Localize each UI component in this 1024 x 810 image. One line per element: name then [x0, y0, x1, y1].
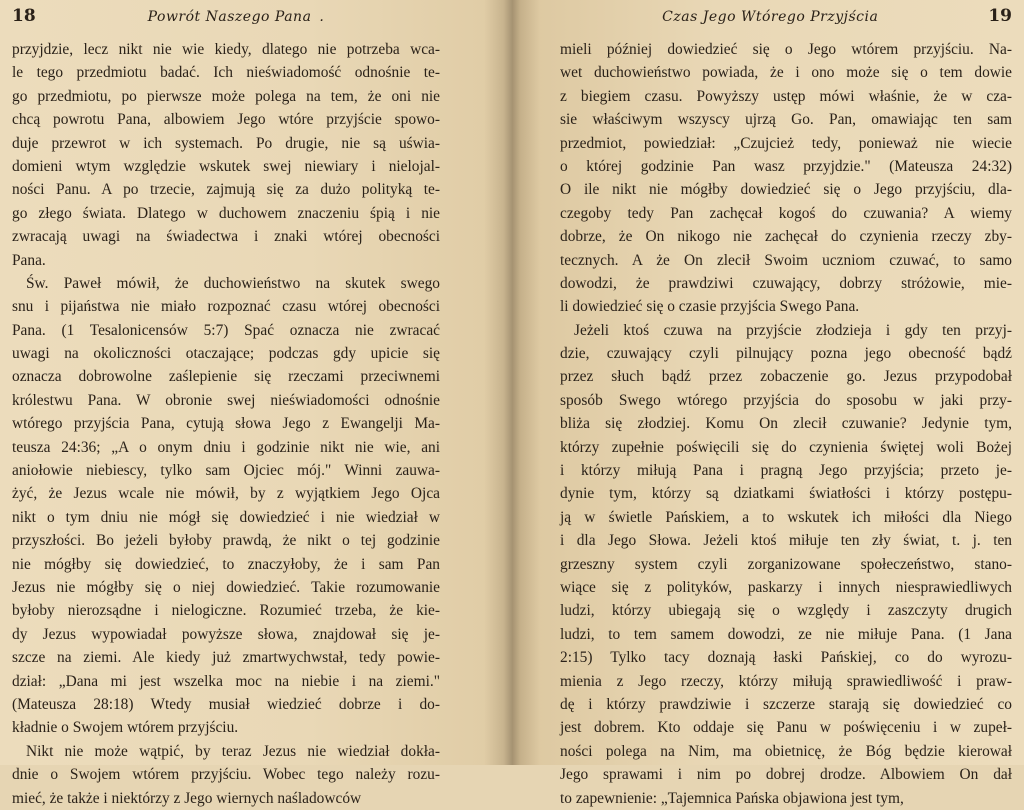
text-line: dę i którzy prawdziwie i szczerze starają się dowiedzieć co — [560, 695, 1012, 713]
text-line: le tego przedmiotu badać. Ich nieświadomość odnośnie te- — [12, 64, 440, 82]
text-line: mienia z Jego rzeczy, którzy miłują sprawiedliwość i praw- — [560, 672, 1012, 690]
text-line: grzeszny system czyli zorganizowane społeczeństwo, stano- — [560, 555, 1012, 573]
text-line: zwracają uwagi na świadectwa i znaki wtórej obecności — [12, 228, 440, 246]
text-line: Jego sprawami i nim po dobrej drodze. Albowiem On dał — [560, 766, 1012, 784]
text-line: czegoby tedy Pan zachęcał kogoś do czuwania? A wiemy — [560, 204, 1012, 222]
text-line: teusza 24:36; „A o onym dniu i godzinie nikt nie wie, ani — [12, 438, 440, 456]
text-line: jest dobrem. Kto oddaje się Panu w poświęceniu i w zupeł- — [560, 719, 1012, 737]
text-line: go przedmiotu, po pierwsze może polega na tem, że oni nie — [12, 87, 440, 105]
left-page — [0, 0, 512, 807]
text-line: dział: „Dana mi jest wszelka moc na niebie i na ziemi." — [12, 672, 440, 690]
left-running-mark: . — [319, 9, 325, 25]
text-line: Nikt nie może wątpić, by teraz Jezus nie wiedział dokła- — [26, 742, 440, 760]
text-line: tecznych. A że On zlecił Swoim uczniom czuwać, to samo — [560, 251, 1012, 269]
left-running-title: Powrót Naszego Pana — [147, 9, 312, 25]
text-line: przez słuch bądź przez zobaczenie go. Jezus przypodobał — [560, 368, 1012, 386]
text-line: sposób Swego wtórego przyjścia do sposobu w jaki przy- — [560, 391, 1012, 409]
text-line: chcą powrotu Pana, albowiem Jego wtóre przyjście spowo- — [12, 111, 440, 129]
text-line: duje przewrot w ich systemach. Po drugie, nie są uświa- — [12, 134, 440, 152]
text-line: ją w świetle Pańskiem, a to wskutek ich miłości dla Niego — [560, 508, 1012, 526]
text-line: ności Panu. A po trzecie, zajmują się za dużo polityką te- — [12, 181, 440, 199]
text-line: i dla Jego Słowa. Jeżeli ktoś miłuje ten zły świat, t. j. ten — [560, 532, 1012, 550]
text-line: sie właściwym wszyscy ujrzą Go. Pan, omawiając ten sam — [560, 111, 1012, 129]
text-line: dobrze, że On nikogo nie zachęcał do czynienia rzeczy zby- — [560, 228, 1012, 246]
text-line: oznacza dobrowolne zaślepienie się rzeczami przeciwnemi — [12, 368, 440, 386]
text-line: dy Jezus wypowiadał powyższe słowa, znajdował się je- — [12, 625, 440, 643]
text-line: bliża się złodziej. Komu On zlecił czuwanie? Jedynie tym, — [560, 415, 1012, 433]
text-line: Jezus nie mógłby się o niej dowiedzieć. Takie rozumowanie — [12, 578, 440, 596]
text-line: dynie tym, którzy są dziatkami światłości i którzy postępu- — [560, 485, 1012, 503]
text-line: Pana. (1 Tesalonicensów 5:7) Spać oznacza nie zwracać — [12, 321, 440, 339]
text-line: uwagi na okoliczności otaczające; podczas gdy upicie się — [12, 345, 440, 363]
text-line: li dowiedzieć się o czasie przyjścia Swego Pana. — [560, 298, 860, 316]
text-line: ludzi, to tem samem dowodzi, ze nie miłuje Pana. (1 Jana — [560, 625, 1012, 643]
text-line: żyć, że Jezus wcale nie mówił, by z wyjątkiem Jego Ojca — [12, 485, 440, 503]
right-body-text — [560, 38, 1012, 810]
right-page-number: 19 — [988, 6, 1012, 26]
text-line: byłoby nierozsądne i nielogiczne. Rozumieć trzeba, że kie- — [12, 602, 440, 620]
text-line: snu i pijaństwa nie miało rozpoznać czasu wtórej obecności — [12, 298, 440, 316]
text-line: O ile nikt nie mógłby dowiedzieć się o Jego przyjściu, dla- — [560, 181, 1012, 199]
right-page — [512, 0, 1024, 807]
text-line: którzy zupełnie poświęcili się do czynienia świętej woli Bożej — [560, 438, 1012, 456]
text-line: go złego świata. Dlatego w duchowem znaczeniu śpią i nie — [12, 204, 440, 222]
text-line: ności polega na Nim, ma obietnicę, że Bóg będzie kierował — [560, 742, 1012, 760]
text-line: Jeżeli ktoś czuwa na przyjście złodzieja i gdy ten przyj- — [574, 321, 1012, 339]
text-line: Pana. — [12, 251, 46, 269]
text-line: i którzy miłują Pana i pragną Jego przyjścia; przeto je- — [560, 462, 1012, 480]
text-line: o której godzinie Pan wasz przyjdzie." (Mateusza 24:32) — [560, 157, 1012, 175]
text-line: to zapewnienie: „Tajemnica Pańska objawiona jest tym, — [560, 789, 904, 807]
left-page-number: 18 — [12, 6, 36, 26]
text-line: dnie o Swojem wtórem przyjściu. Wobec tego należy rozu- — [12, 766, 440, 784]
text-line: ludzi, którzy ubiegają się o względy i zaszczyty drugich — [560, 602, 1012, 620]
right-running-head — [560, 6, 1012, 36]
text-line: przyszłości. Bo jeżeli byłoby prawdą, że nikt o tej godzinie — [12, 532, 440, 550]
left-body-text — [12, 38, 440, 810]
text-line: kładnie o Swojem wtórem przyjściu. — [12, 719, 239, 737]
text-line: wet duchowieństwo powiada, że i ono może się o tem dowie — [560, 64, 1012, 82]
text-line: 2:15) Tylko tacy doznają łaski Pańskiej, co do wyrozu- — [560, 649, 1012, 667]
text-line: dowodzi, że prawdziwi czuwający, dobrzy stróżowie, mie- — [560, 274, 1012, 292]
text-line: dzie, czuwający czyli pilnujący pozna jego obecność bądź — [560, 345, 1012, 363]
text-line: aniołowie niebiescy, tylko sam Ojciec mój." Winni zauwa- — [12, 462, 440, 480]
text-line: domieni wtym względzie wskutek swej niewiary i nielojal- — [12, 157, 440, 175]
text-line: nie mógłby się dowiedzieć, to znaczyłoby, że i sam Pan — [12, 555, 440, 573]
text-line: szcze na ziemi. Ale kiedy już zmartwychwstał, tedy powie- — [12, 649, 440, 667]
text-line: wtórego przyjścia Pana, cytują słowa Jego z Ewangelji Ma- — [12, 415, 440, 433]
text-line: z biegiem czasu. Powyższy ustęp mówi właśnie, że w cza- — [560, 87, 1012, 105]
text-line: (Mateusza 28:18) Wtedy musiał wiedzieć dobrze i do- — [12, 695, 440, 713]
text-line: Św. Paweł mówił, że duchowieństwo na skutek swego — [26, 274, 440, 292]
left-gutter-shadow — [484, 0, 512, 765]
text-line: nikt o tym dniu nie mógł się dowiedzieć i nie wiedział w — [12, 508, 440, 526]
text-line: przyjdzie, lecz nikt nie wie kiedy, dlatego nie potrzeba wca- — [12, 41, 440, 58]
right-gutter-shadow — [512, 0, 540, 765]
text-line: mieli później dowiedzieć się o Jego wtórem przyjściu. Na- — [560, 41, 1012, 58]
right-running-title: Czas Jego Wtórego Przyjścia — [662, 9, 879, 25]
text-line: królestwu Pana. W obronie swej nieświadomości odnośnie — [12, 391, 440, 409]
left-running-head — [12, 6, 440, 36]
text-line: mieć, że także i niektórzy z Jego wiernych naśladowców — [12, 789, 362, 807]
text-line: przedmiot, powiedział: „Czujcież tedy, ponieważ nie wiecie — [560, 134, 1012, 152]
text-line: wiące się z polityków, paskarzy i innych niesprawiedliwych — [560, 578, 1012, 596]
